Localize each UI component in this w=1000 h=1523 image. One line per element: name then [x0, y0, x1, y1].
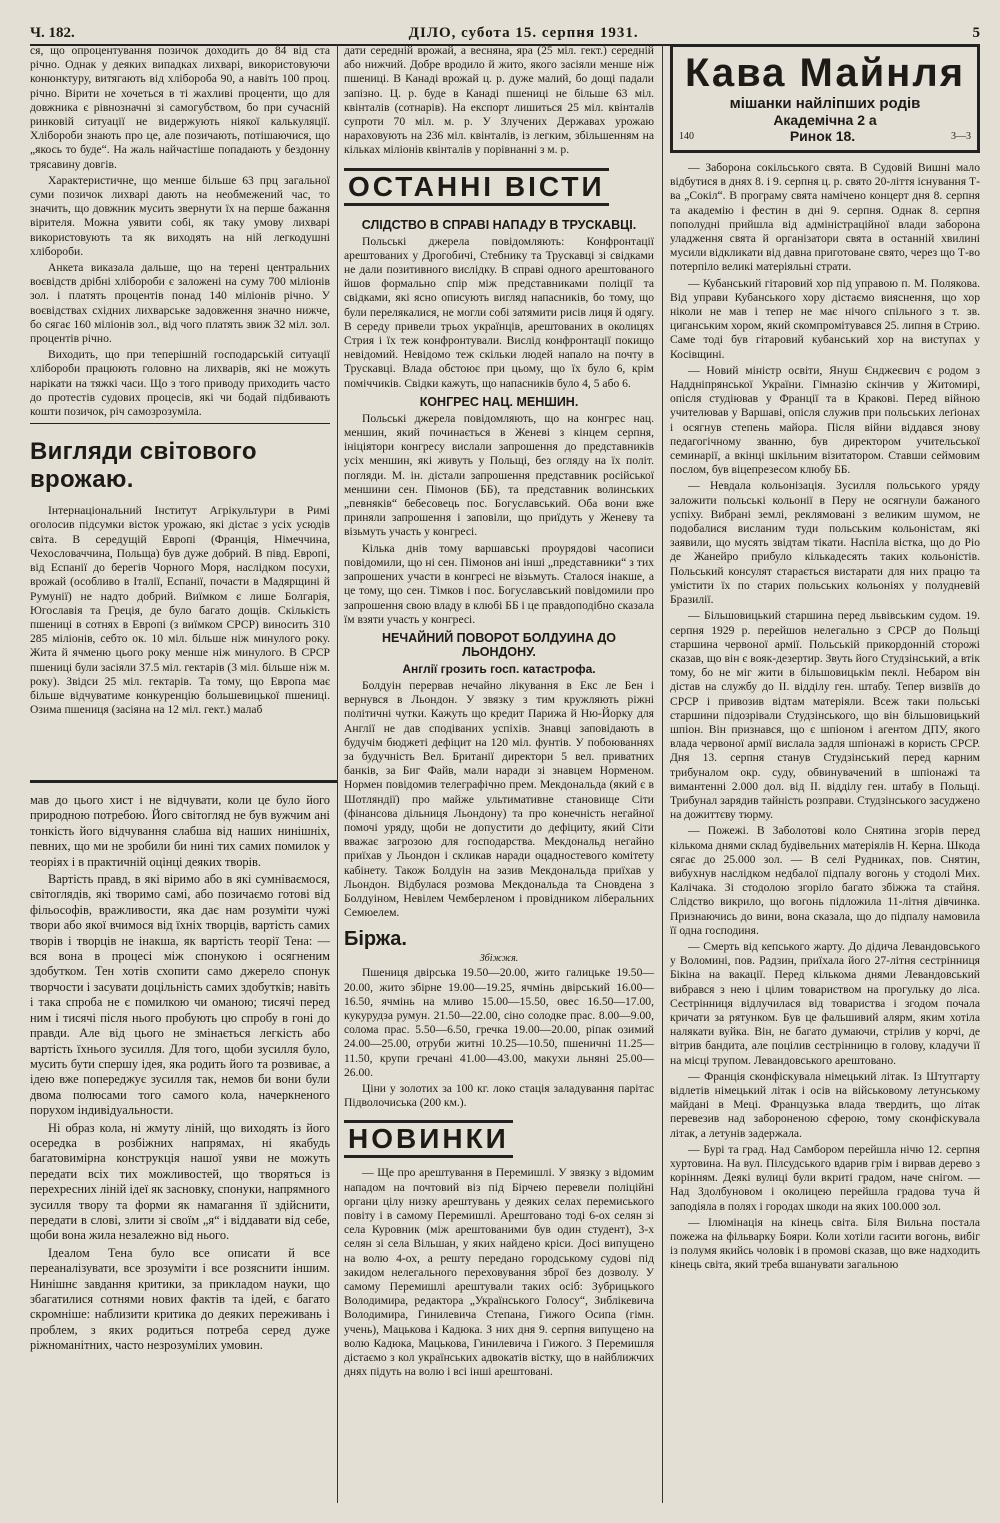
news-item: — Заборона сокільського свята. В Судовій Вишні мало відбутися в днях 8. і 9. серпня ц. р. свято 20-ліття існування Т-ва „Сокіл“. В програму свята намічено концерт дня 8. серпня та академію і фестин в дні 9. серпня. Однак 8. серпня пополудні прийшла від адміністраційної влади заборона уладження свята й організатори свята в останній хвилині мусили відкликати від давна приготоване свято, через що Т-во потерпіло великі матеріяльні страти. — [670, 161, 980, 274]
news-item: — Франція сконфіскувала німецький літак. Із Штутгарту відлетів німецький літак і осів на військовому летунському майдані в Меці. Французька влада твердить, що літак перевезив над забороненою сферою, тому сконфіскувала літак, а летунів задержала. — [670, 1069, 980, 1140]
page-header — [30, 12, 980, 46]
news-item: — Новий міністр освіти, Януш Єнджеєвич є родом з Наддніпрянської України. Гімназію скінчив у Житомирі, опісля студіював у Франції та в Кракові. Перед війною учителював у Варшаві, опісля служив при польських леґіонах і осягнув степень майора. Після війни віддався знову педагогічному званню, був директором учительської семинарії, а вкінці шкільним візитатором. Ставши сеймовим послом, був віцепрезесом клюбу ББ. — [670, 363, 980, 477]
essay-block — [30, 793, 330, 1503]
article-paragraph: Виходить, що при теперішній господарській ситуації хлібороби працюють головно на лихварів, які не можуть нарікати на тяжкі часи. Що з того приводу приходить часто до протестів судових процесів, які чи бодай підбивають кошти позичок, річ самозрозуміла. — [30, 348, 330, 419]
article-paragraph: дати середній врожай, а весняна, яра (25 міл. гект.) середній або нижчий. Добре вродило й жито, якого засіяли менше ніж пшениці. В Канаді врожай ц. р. дуже малий, бо дощі падали запізно. Ц. р. буде в Канаді пшениці не більше 63 міл. квінталів (сотнарів). На експорт лишиться 25 міл. квінталів супроти 70 міл. м. р. У Злучених Державах урожаю нараховують на 236 міл. квінталів, із легким, збільшенням на кільках міліонів квінталів у порівнанні з м. р. — [344, 44, 654, 157]
exchange-subheading: Збіжжя. — [479, 953, 519, 965]
article-paragraph: Анкета виказала дальше, що на терені центральних воєвідств дрібні хлібороби є заложені на суму 700 міліонів зол. і платять процентів понад 140 міліонів річно. У воєвідствах східних лихварське задовження значно нижче, бо сягає 160 міліонів зол., від чого платять звиж 32 міл. зол. процентів річно. — [30, 261, 330, 346]
section-heading-exchange: Біржа. — [344, 928, 407, 951]
ad-brand: Кава Майнля — [684, 51, 966, 95]
news-item: — Бурі та град. Над Самбором перейшла нічю 12. серпня хуртовина. На вул. Пілсудського вдарив грім і вирвав дерево з корінням. Деякі вулиці були вкриті градом, наче снігом. — Над Здолбуновом і околицею перейшла градова туча й заподіяла в полях і городах шкоди на яких 100.000 зол. — [670, 1142, 980, 1213]
ad-code-right: 3—3 — [951, 130, 971, 142]
column-divider — [337, 44, 338, 1503]
news-item: — Смерть від кепського жарту. До дідича Левандовського у Воломині, пов. Радзин, приїхала його 27-літня сестрінниця Бікіна на вакації. Перед кількома днями Левандовський вибрався з нею і цілим товариством на прогульку до ліса. Сестрінниця відлучилася від товариства і згодом почала кричати за рятунком. Був це фальшивий алярм, яким хотіла налякати вуйка. Він, не багато думаючи, стрілив у корчі, де вітрив бандита, але поцілив сестрінницю в голову, кладучи її на місці трупом. Левандовського арештовано. — [670, 939, 980, 1067]
article-paragraph: мав до цього хист і не відчувати, коли це було його природною потребою. Його світогляд не був вужчим ані тонкість його відчування слабша від наших нинішніх, певних, що ми не зробили би нині тих самих помилок у теоріях і в практичній оцінці деяких творів. — [30, 793, 330, 869]
masthead-title: ДІЛО, субота 15. серпня 1931. — [408, 25, 639, 41]
exchange-prices: Пшениця двірська 19.50—20.00, жито галицьке 19.50—20.00, жито збірне 19.00—19.25, ячмінь двірський 16.00—16.50, ячмінь на мливо 15.00—15.50, овес 16.50—17.00, кукурудза румун. 21.50—22.00, сіно солодке прас. 8.00—9.00, солома прас. 5.50—6.50, гречка 19.00—20.00, ріпак озимий 24.00—25.00, отруби житні 10.25—10.50, пшеничні 11.25—11.50, крупи гречані 41.00—43.00, макухи льняні 25.00—26.00. — [344, 966, 654, 1079]
article-paragraph: Вартість правд, в які віримо або в які сумніваємося, світоглядів, які творимо самі, або позичаємо готові від фільософів, вражливости, яка дає нам розуміти чужі твори або якої вчимося від їхніх творців, вартість самих творів і творців не інакша, як вартість теорії Тена: — вся вона в процесі між спонукою і осягненим здобутком. Тен хотів схопити само джерело спонук творчости і засувати доцільність самих здобутків; навіть і така спроба не є помилкою чи оманою; тисячі перед ним і тисячі після нього пробують цю спробу в гоні до правди. Але від цього не змінається легкість або вартість їхнього зусилля. Для того, щоби зусилля було, мусить бути спершу ідея, яка родить його та розвиває, а ідею вже попереджує зусилля так, немов би вони були двома полюсами того самого кола, начеркненого порухом індивідуальности. — [30, 872, 330, 1118]
news-title: СЛІДСТВО В СПРАВІ НАПАДУ В ТРУСКАВЦІ. — [361, 217, 637, 232]
ad-address-1: Академічна 2 а — [773, 112, 877, 128]
page-number: 5 — [972, 25, 980, 41]
article-heading: Вигляди світового врожаю. — [30, 438, 257, 494]
news-item: — Ілюмінація на кінець світа. Біля Вильна постала пожежа на фільварку Бояри. Коли хотіли гасити вогонь, вибіг із полумя якийсь чоловік і в промові сказав, що вже надходить кінець світа, який треба вшанувати загальною — [670, 1215, 980, 1272]
coffee-advertisement — [670, 44, 980, 153]
section-heading-news: НОВИНКИ — [344, 1120, 513, 1158]
divider — [30, 423, 330, 424]
issue-number: Ч. 182. — [30, 25, 75, 41]
column-1 — [30, 44, 330, 784]
news-title: КОНГРЕС НАЦ. МЕНШИН. — [419, 394, 579, 409]
article-paragraph: Польські джерела повідомляють: Конфронтації арештованих у Дрогобичі, Стебнику та Трускавці зі свідками не дали позитивного вислідку. В справі одного арештованого йшов формально спір між представниками поліції та свідками, які ясно описують вигляд напасників, бо тому, що були перелякалися, не могли собі затямити рисів лиця й одягу. В середу привели трьох українців, арештованих в околицях Стрия і їх теж конфронтували. Вислід конфронтації покищо невідомий. Невідомо теж скільки людей напало на почту в Трускавці. Влада обстоює при цьому, що їх було 6, крім поміччиків. Свідки кажуть, що напасників було 4, 5 або 6. — [344, 234, 654, 390]
article-paragraph: ся, що опроцентування позичок доходить до 84 від ста річно. Однак у деяких випадках лихварі, використовуючи конюнктуру, витягають від хлібороба 90, а навіть 100 проц. річно. Вірити не хочеться в ті жахливі проценти, що для довжника є рівнозначні зі самогубством, бо при сучасній ринковій ситуації не видержують ніякої калькуляції. Хлібороби знають про це, але позичають, потішаючися, що „якось то буде“. На жаль найчастіше попадають у бездонну трясавину довгів. — [30, 44, 330, 171]
article-paragraph: Характеристичне, що менше більше 63 прц загальної суми позичок лихварі дають на необмежений час, то значить, що довжник мусить звернути їх на перше бажання вірителя. Можна уявити собі, як таку умову лихварі використовують та як виходять на ній легкодушні хлібороби. — [30, 173, 330, 258]
article-paragraph: Ні образ кола, ні жмуту ліній, що виходять із його осередка в розбіжних напрямах, ні якабудь багатовимірна конструкція нашої уяви не можуть передати всіх тих можливостей, що творяться із перехресних ліній ідеї як засновку, спонуки, напрямного зусилля твору та форми як намагання її здійснити, передати в слові, злити зі своїм „я“ і віддавати від себе, щоби вона жила незалежно від нього. — [30, 1120, 330, 1243]
column-2 — [344, 44, 654, 1503]
section-heading-latest-news: ОСТАННІ ВІСТИ — [344, 168, 609, 206]
article-paragraph: Кілька днів тому варшавські проурядові часописи повідомили, що ні сен. Пімонов ані інші „представники“ з тих запрошених участи в конгресі не візьмуть. Сталося інакше, а це тому, що сен. Тімков і пос. Богуславський повідомили про запрошення свою владу в клюбі ББ і це правдоподібно сказала їм взяти участь у конгресі. — [344, 541, 654, 626]
news-title: НЕЧАЙНИЙ ПОВОРОТ БОЛДУИНА ДО ЛЬОНДОНУ. — [382, 630, 616, 659]
article-paragraph: — Ще про арештування в Перемишлі. У звязку з відомим нападом на почтовий віз під Бірчею перевели поліційні органи цілу низку арештувань у деяких селах перемиського повіту і в самому Перемишлі. Арештовано тоді 6-ох селян зі села Куровник (між арештованими був один студент), 3-х селян зі села Вільшан, у яких найдено кріси. Досі випущено на волю 4-ох, а решту передано городському судові під закидом нелегального переховування зброї без дозволу. У самому Перемишлі арештували таких осіб: Зубрицького Володимира, редактора „Українського Голосу“, Зиблікевича Володимира, Гинилевича Степана, Гижого Осипа (гімн. учень), Мацькова і Кадюка. З них дня 9. серпня випущено на волю Кадюка, Мацькова, Гинилевича і Гижого. З Перемишля дістаємо з кол українських адвокатів вістку, що в найближчих днях підуть на волю і всі інші арештовані. — [344, 1166, 654, 1379]
article-paragraph: Польські джерела повідомляють, що на конгрес нац. меншин, який починається в Женеві з кінцем серпня, ініціятори конгресу вислали запрошення до представників усіх меншин, які живуть у Польщі, без огляду на їх політ. погляди. М. ін. дістали запрошення представник російської меншини сен. Пімонов (ББ), та представник волинських „певняків“ бебесовець пос. Богуславський. Оба вони вже приняли запрошення і заповіли, що приїдуть у Женеву та візьмуть участь у конгресі. — [344, 411, 654, 539]
news-item: — Кубанський гітаровий хор під управою п. М. Полякова. Від управи Кубанського хору дістаємо вияснення, що хор ніколи не мав і тепер не має нічого спільного з т. зв. циганським хором, який скомпромітувався 25. липня в Стрию. Саме тоді був гітаровий кубанський хор на виступах у Косівщині. — [670, 276, 980, 361]
news-item: — Невдала кольонізація. Зусилля польського уряду заложити польські кольонії в Перу не осягнули бажаного успіху. Вибрані землі, реклямовані з великим шумом, не подобалися висланим туди польським кольоністам, які заявили, що мусять звідтам тікати. Наспіла вістка, що до Ріо де Жанейро прибуло кількадесять таких кольоністів. Польський консулят старається вистарати для них працю та умістити їх по старих польських кольоніях у полудневій Бразилії. — [670, 479, 980, 607]
news-item: — Більшовицький старшина перед львівським судом. 19. серпня 1929 р. перейшов нелегально з СРСР до Польщі старшина червоної армії. Польській прикордонній сторожі сказав, що він є вояк-дезертир. Звуть його Студзінський, а втік тому, бо не міг жити в більшовицькім пеклі. Небаром він дістав на службу до II. відділу ген. штабу. Тепер визвіїв до СРСР і привозив відтам матеріяли. Всеж таки польські старшини підозрівали Студзінського, що він більшовицький шпіон. Він признався, що є шпіоном і агентом ДПУ, якого влада червоної армії вислала задля шпіонажі в користь СРСР. Дня 13. серпня станув Студзінський перед карним трибуналом окр. суду, обвинувачений в шпіонажі та вимантенні 2.000 дол. від II. відділу ген. штабу в Польщі. Трибунал зарядив тайність розправи. Студзінського засуджено на дожиттєву тюрму. — [670, 609, 980, 822]
ad-address-2: Ринок 18. — [789, 128, 856, 144]
news-item: — Пожежі. В Заболотові коло Снятина згорів перед кількома днями склад будівельних матеріялів Н. Керна. Шкода сягає до 25.000 зол. — В селі Рудниках, пов. Снятин, вибухнув наслідком недбалої підпалу вогонь у стодолі Мих. Калічака. Зі стодолою згоріло багато збіжжа та стайня. Слідство викрило, що вогонь підложила 11-літня дівчинка. Признаючись до вини, вона сказала, що до підпалу намовила її одна господиня. — [670, 824, 980, 937]
column-divider — [662, 44, 663, 1503]
article-paragraph: Болдуін перервав нечайно лікування в Екс ле Бен і вернувся в Льондон. У звязку з тим кружляють ріжні політичні чутки. Кажуть що кредит Парижа й Ню-Йорку для Англії не дав сподіваних успіхів. Знавці заповідають в будучім бюджеті дефіцит на 120 міл. фунтів. У побоюваннях за будучність Вел. Британії директори 5 вел. приватних банків, за Биг Файв, мали наради зі знавцем Норменом. Нормен повідомив телеграфічно прем. Мекдональда (який є в Шотляндії) про майже ультимативне становище Сіти (фінансова дільниця Льондону) та про конечність негайної помочі уряду, щоби не допустити до дефіциту, який Сіти вважає загрозою для господарства. Мекдональд негайно приїхав у Льондон і скликав наради оцадностевого комітету кабінету. Також Болдуін на зазив Мекдональда приїхав у Льондон. Відбулася розмова Мекдональда та Сновдена з Болдуіном, Невілем Чемберленом і провідником ліберальних Семюелем. — [344, 678, 654, 920]
article-paragraph: Ідеалом Тена було все описати й все переаналізувати, все зрозуміти і все розяснити іншим. Нинішнє завдання критики, за прикладом науки, що збагатилися сотнями нових фактів та ідей, є багато скромніше: наблизити критика до деяких переживань і проблем, з яких родиться потреба серед дуже ріжноманітних, часто незрозумілих умовин. — [30, 1245, 330, 1353]
section-rule — [30, 780, 337, 783]
exchange-note: Ціни у золотих за 100 кг. локо стація заладування парітас Підволочиська (200 км.). — [344, 1081, 654, 1110]
ad-tagline: мішанки найліпших родів — [729, 95, 921, 112]
ad-code-left: 140 — [679, 130, 694, 142]
ad-footer-row — [679, 128, 971, 144]
column-3 — [670, 44, 980, 1503]
article-paragraph: Інтернаціональний Інститут Агрікультури в Римі оголосив підсумки вісток урожаю, які дістає з усіх усюдів світа. В середущій Европі (Франція, Німеччина, Чехословаччина, Польща) був дуже добрий. В півд. Европі, від Еспанії до берегів Чорного Моря, наслідком посухи, врожай (особливо в Італії, Еспанії, почасти в Мадярщині й Румунії) не надто добрий. Виїмком є лише Болгарія, Югославія та Греція, де було багато дощів. Скількість пшениці в сотнях в Европі (з виїмком СРСР) виносить 310 285 міліонів, себто ок. 10 міл. більше ніж минулого року. Жита й ячменю цього року менше ніж минулого. В СРСР пшениці були засіяли 37.5 міл. гектарів (3 міл. більше ніж м. року). Звідси 25 міл. гектарів. Та тому, що Европа має більше відчуватиме конкуренцію большевицької пшениці. Озима пшениця (засіяна на 12 міл. гект.) малаб — [30, 504, 330, 717]
news-subtitle: Англії грозить госп. катастрофа. — [402, 661, 596, 676]
